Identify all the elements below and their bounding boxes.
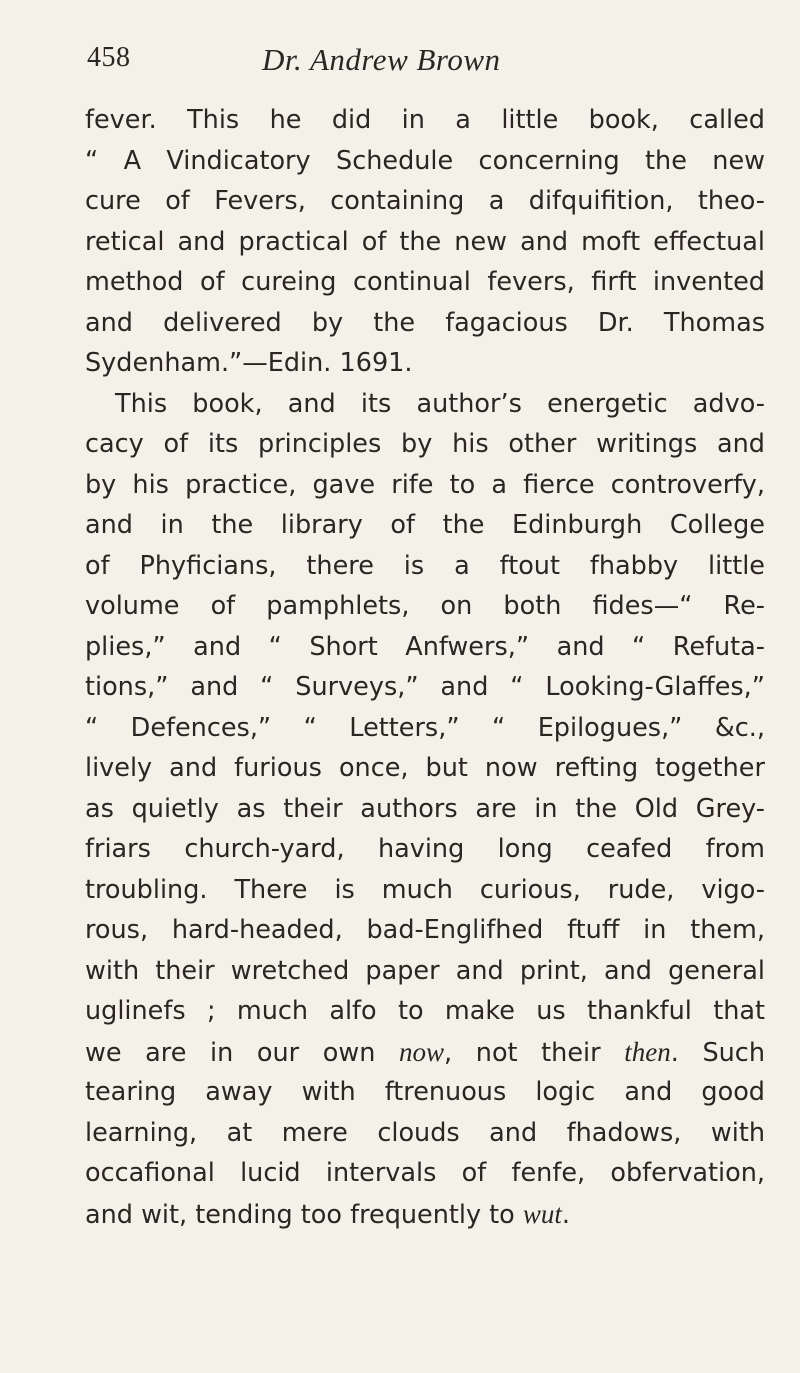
text-line: tearing away with ftrenuous logic and good — [85, 1077, 765, 1107]
italic-word: now — [399, 1036, 445, 1067]
text-line: uglinefs ; much alfo to make us thankful that — [85, 996, 765, 1026]
text-line: “ A Vindicatory Schedule concerning the new — [85, 145, 765, 176]
text-segment: . — [561, 1199, 571, 1230]
text-line: This book, and its author’s energetic advo- — [115, 388, 765, 419]
text-segment: . Such — [670, 1037, 765, 1068]
text-line: retical and practical of the new and moft effectual — [85, 226, 765, 257]
text-line: fever. This he did in a little book, called — [85, 105, 765, 135]
text-line: occafional lucid intervals of fenfe, obfervation, — [85, 1158, 765, 1188]
text-line: volume of pamphlets, on both fides—“ Re- — [85, 591, 765, 621]
text-line — [85, 1032, 765, 1073]
text-line: and in the library of the Edinburgh College — [85, 510, 765, 540]
running-title: Dr. Andrew Brown — [262, 42, 501, 77]
page-header — [87, 42, 777, 82]
text-line: cure of Fevers, containing a difquifition, theo- — [85, 186, 765, 216]
text-segment: and wit, tending too frequently to — [85, 1199, 523, 1230]
text-segment: we are in our own — [85, 1037, 400, 1068]
text-line: Sydenham.”—Edin. 1691. — [85, 348, 413, 378]
text-line: learning, at mere clouds and fhadows, with — [85, 1117, 765, 1148]
text-line: as quietly as their authors are in the Old Grey- — [85, 793, 765, 824]
text-line: tions,” and “ Surveys,” and “ Looking-Glaffes,” — [85, 672, 765, 702]
italic-word: then — [624, 1036, 671, 1067]
text-line: method of cureing continual fevers, firft invented — [85, 267, 765, 297]
text-line: cacy of its principles by his other writings and — [85, 429, 765, 459]
page-number: 458 — [87, 42, 131, 73]
text-line: by his practice, gave rife to a fierce controverfy, — [85, 469, 765, 500]
text-line: “ Defences,” “ Letters,” “ Epilogues,” &c., — [85, 712, 765, 743]
text-line: plies,” and “ Short Anfwers,” and “ Refuta- — [85, 631, 765, 662]
body-text — [85, 100, 765, 1234]
text-line: troubling. There is much curious, rude, vigo- — [85, 874, 765, 905]
text-line: lively and furious once, but now refting together — [85, 753, 765, 783]
text-line: rous, hard-headed, bad-Englifhed ftuff in them, — [85, 915, 765, 945]
text-line: with their wretched paper and print, and general — [85, 955, 765, 986]
text-segment: , not their — [444, 1037, 625, 1068]
text-line — [85, 1194, 765, 1235]
text-line: friars church-yard, having long ceafed from — [85, 834, 765, 864]
italic-word: wut — [522, 1198, 562, 1229]
text-line: and delivered by the fagacious Dr. Thomas — [85, 307, 765, 338]
text-line: of Phyficians, there is a ftout fhabby little — [85, 550, 765, 581]
